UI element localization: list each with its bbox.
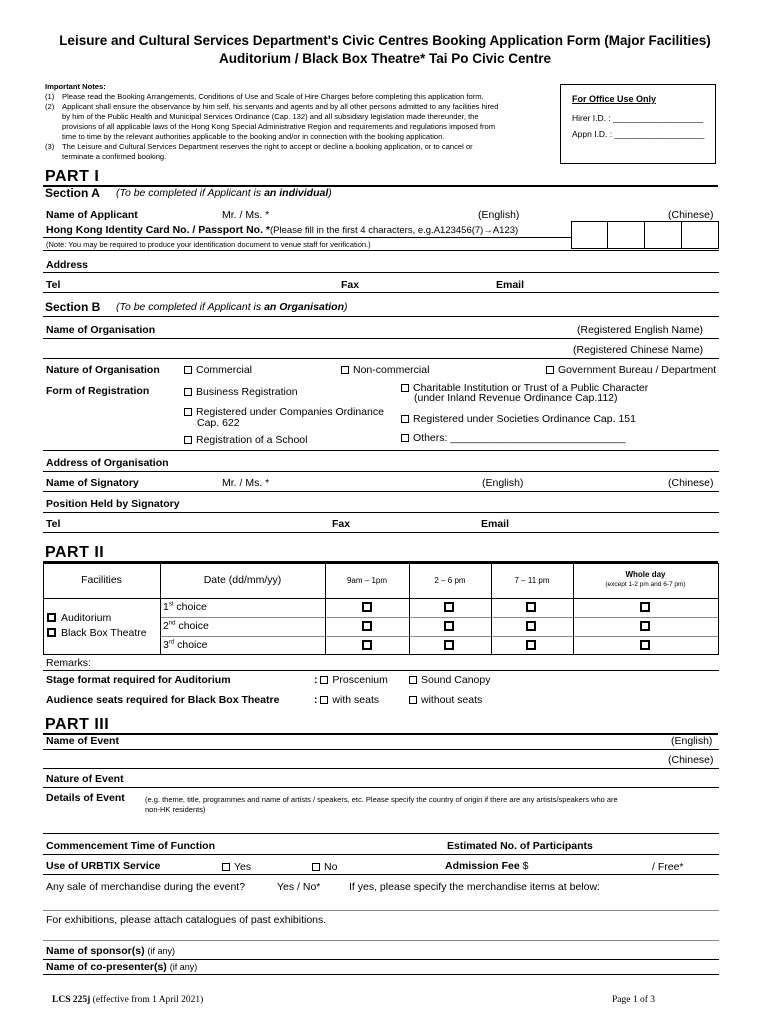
rule: [43, 338, 719, 339]
checkbox-icon: [546, 366, 554, 374]
others-checkbox[interactable]: Others: ______________________________: [401, 432, 626, 444]
societies-ordinance-checkbox[interactable]: Registered under Societies Ordinance Cap. 151: [401, 413, 636, 425]
rule: [43, 854, 719, 855]
sound-canopy-checkbox[interactable]: Sound Canopy: [409, 674, 490, 686]
checkbox-icon: [47, 628, 56, 637]
event-english-label: (English): [671, 735, 713, 747]
checkbox-icon: [401, 415, 409, 423]
applicant-chinese-label: (Chinese): [668, 209, 714, 221]
org-tel-label: Tel: [46, 518, 61, 530]
session-checkbox-r3-afternoon[interactable]: [444, 640, 454, 650]
rule: [43, 974, 719, 975]
note-3-line: The Leisure and Cultural Services Department reserves the right to accept or decline a booking application, or to cancel or: [62, 142, 473, 151]
nature-of-event-label: Nature of Event: [46, 773, 124, 785]
session-checkbox-r3-whole-day[interactable]: [640, 640, 650, 650]
note-3-line: terminate a confirmed booking.: [62, 152, 167, 161]
col-session-morning: 9am – 1pm: [346, 576, 388, 585]
session-checkbox-r1-evening[interactable]: [526, 602, 536, 612]
choice-1-label: 1st choice: [163, 601, 207, 613]
commercial-checkbox[interactable]: Commercial: [184, 364, 252, 376]
checkbox-icon: [401, 384, 409, 392]
hkid-input-boxes[interactable]: [571, 221, 719, 249]
name-of-organisation-label: Name of Organisation: [46, 324, 156, 336]
rule: [43, 272, 719, 273]
government-bureau-checkbox[interactable]: Government Bureau / Department: [546, 364, 716, 376]
org-email-label: Email: [481, 518, 510, 530]
session-checkbox-r3-morning[interactable]: [362, 640, 372, 650]
note-2-line: by him of the Public Health and Municipal Services Ordinance (Cap. 132) and all subsidiary legislation made thereunder, the: [62, 112, 479, 121]
merchandise-instruction: If yes, please specify the merchandise items at below:: [349, 881, 600, 893]
col-session-evening: 7 – 11 pm: [514, 576, 550, 585]
checkbox-icon: [341, 366, 349, 374]
details-note: non-HK residents): [145, 805, 206, 814]
session-checkbox-r2-morning[interactable]: [362, 621, 372, 631]
sponsor-label: Name of sponsor(s) (if any): [46, 945, 176, 957]
note-2-line: time to time by the relevant authorities applicable to the booking and/or in connection with the booking application.: [62, 132, 445, 141]
session-checkbox-r1-whole-day[interactable]: [640, 602, 650, 612]
session-checkbox-r2-evening[interactable]: [526, 621, 536, 631]
hkid-box-divider: [644, 221, 645, 249]
col-whole-day-note: (except 1-2 pm and 6-7 pm): [605, 581, 686, 588]
session-checkbox-r3-evening[interactable]: [526, 640, 536, 650]
form-title-line1: Leisure and Cultural Services Department's Civic Centres Booking Application Form (Major Facilities): [59, 33, 711, 48]
without-seats-checkbox[interactable]: without seats: [409, 694, 482, 706]
checkbox-icon: [184, 408, 192, 416]
note-3-num: (3): [45, 142, 55, 151]
session-checkbox-r2-whole-day[interactable]: [640, 621, 650, 631]
form-title-line2: Auditorium / Black Box Theatre* Tai Po Civic Centre: [218, 51, 552, 66]
checkbox-icon: [47, 613, 56, 622]
hkid-label: Hong Kong Identity Card No. / Passport No. *(Please fill in the first 4 characters, e.g.A123456(7)→A123): [46, 224, 519, 236]
part2-heading: PART II: [45, 544, 105, 561]
exhibitions-note: For exhibitions, please attach catalogues of past exhibitions.: [46, 914, 327, 926]
choice-2-label: 2nd choice: [163, 620, 209, 632]
rule: [43, 316, 719, 317]
fax-label: Fax: [341, 279, 360, 291]
admission-fee-label: Admission Fee $: [445, 860, 529, 872]
black-box-theatre-checkbox[interactable]: Black Box Theatre: [47, 627, 147, 639]
rule: [43, 250, 719, 251]
rule: [43, 833, 719, 834]
note-2-num: (2): [45, 102, 55, 111]
session-checkbox-r2-afternoon[interactable]: [444, 621, 454, 631]
rule: [43, 292, 719, 293]
form-code: LCS 225j (effective from 1 April 2021): [52, 995, 204, 1005]
email-label: Email: [496, 279, 525, 291]
signatory-english-label: (English): [482, 477, 524, 489]
hkid-box-divider: [681, 221, 682, 249]
urbtix-no-checkbox[interactable]: No: [312, 861, 337, 873]
col-session-afternoon: 2 – 6 pm: [434, 576, 466, 585]
choice-3-label: 3rd choice: [163, 639, 208, 651]
rule: [43, 491, 719, 492]
checkbox-icon: [401, 434, 409, 442]
rule: [43, 874, 719, 875]
checkbox-icon: [320, 676, 328, 684]
copresenter-label: Name of co-presenter(s) (if any): [46, 961, 198, 973]
nature-of-organisation-label: Nature of Organisation: [46, 364, 160, 376]
section-a-note: (To be completed if Applicant is an individual): [116, 187, 332, 199]
applicant-english-label: (English): [478, 209, 520, 221]
applicant-title-label: Mr. / Ms. *: [222, 209, 270, 221]
remarks-label: Remarks:: [46, 657, 91, 669]
hkid-underline: [43, 237, 571, 238]
name-of-applicant-label: Name of Applicant: [46, 209, 138, 221]
checkbox-icon: [320, 696, 328, 704]
signatory-chinese-label: (Chinese): [668, 477, 714, 489]
session-checkbox-r1-afternoon[interactable]: [444, 602, 454, 612]
note-1-line: Please read the Booking Arrangements, Conditions of Use and Scale of Hire Charges before completing this application form.: [62, 92, 484, 101]
rule: [43, 358, 719, 359]
registered-chinese-name: (Registered Chinese Name): [573, 344, 704, 356]
rule: [43, 768, 719, 769]
page-number: Page 1 of 3: [612, 995, 656, 1005]
event-chinese-label: (Chinese): [668, 754, 714, 766]
office-use-heading: For Office Use Only: [572, 94, 657, 104]
address-of-organisation-label: Address of Organisation: [46, 457, 169, 469]
note-2-line: provisions of all applicable laws of the Hong Kong Special Administrative Region and requirements and regulations imposed from: [62, 122, 496, 131]
with-seats-checkbox[interactable]: : with seats: [314, 694, 380, 706]
part3-rule: [43, 733, 718, 735]
hkid-note: (Note: You may be required to produce your identification document to venue staff for verification.): [46, 240, 371, 249]
col-whole-day: Whole day: [625, 570, 666, 579]
section-b-note: (To be completed if Applicant is an Organisation): [116, 301, 348, 313]
urbtix-label: Use of URBTIX Service: [46, 860, 161, 872]
merchandise-yes-no[interactable]: Yes / No*: [277, 881, 321, 893]
companies-ordinance-checkbox[interactable]: Registered under Companies Ordinance: [184, 406, 384, 418]
charitable-note: (under Inland Revenue Ordinance Cap.112): [414, 392, 618, 404]
details-note: (e.g. theme, title, programmes and name of artists / speakers, etc. Please specify the country of origin if there are any artists/speakers who are: [145, 795, 618, 804]
registered-english-name: (Registered English Name): [577, 324, 704, 336]
checkbox-icon: [409, 676, 417, 684]
school-registration-checkbox[interactable]: Registration of a School: [184, 434, 307, 446]
hkid-box-divider: [607, 221, 608, 249]
estimated-participants-label: Estimated No. of Participants: [447, 840, 593, 852]
org-fax-label: Fax: [332, 518, 351, 530]
name-of-signatory-label: Name of Signatory: [46, 477, 139, 489]
checkbox-icon: [409, 696, 417, 704]
rule: [43, 959, 719, 960]
part3-heading: PART III: [45, 716, 110, 733]
rule: [43, 471, 719, 472]
section-a-label: Section A: [45, 186, 100, 200]
admission-free-label: / Free*: [652, 861, 684, 873]
note-2-line: Applicant shall ensure the observance by him self, his servants and agents and by all other persons admitted to any facilities hired: [62, 102, 499, 111]
col-facilities: Facilities: [81, 574, 122, 586]
rule: [43, 532, 719, 533]
audience-seats-label: Audience seats required for Black Box Theatre: [46, 694, 280, 706]
rule: [43, 512, 719, 513]
tel-label: Tel: [46, 279, 61, 291]
charitable-checkbox[interactable]: Charitable Institution or Trust of a Public Character: [401, 382, 648, 394]
address-label: Address: [46, 259, 89, 271]
checkbox-icon: [312, 863, 320, 871]
rule: [43, 787, 719, 788]
rule: [43, 749, 719, 750]
non-commercial-checkbox[interactable]: Non-commercial: [341, 364, 429, 376]
companies-ordinance-cap: Cap. 622: [197, 417, 240, 429]
name-of-event-label: Name of Event: [46, 735, 119, 747]
checkbox-icon: [184, 366, 192, 374]
hirer-id-field[interactable]: Hirer I.D. : ___________________: [572, 113, 703, 123]
stage-format-label: Stage format required for Auditorium: [46, 674, 231, 686]
urbtix-yes-checkbox[interactable]: Yes: [222, 861, 251, 873]
col-date: Date (dd/mm/yy): [203, 574, 282, 586]
details-of-event-label: Details of Event: [46, 792, 125, 804]
signatory-title-label: Mr. / Ms. *: [222, 477, 270, 489]
notes-heading: Important Notes:: [45, 82, 106, 91]
form-of-registration-label: Form of Registration: [46, 385, 150, 397]
checkbox-icon: [184, 388, 192, 396]
business-registration-checkbox[interactable]: Business Registration: [184, 386, 298, 398]
rule: [43, 450, 719, 451]
section-b-label: Section B: [45, 300, 101, 314]
session-checkbox-r1-morning[interactable]: [362, 602, 372, 612]
position-held-label: Position Held by Signatory: [46, 498, 180, 510]
merchandise-question: Any sale of merchandise during the event?: [46, 881, 246, 893]
proscenium-checkbox[interactable]: : Proscenium: [314, 674, 388, 686]
auditorium-checkbox[interactable]: Auditorium: [47, 612, 111, 624]
rule: [43, 670, 719, 671]
checkbox-icon: [222, 863, 230, 871]
commencement-time-label: Commencement Time of Function: [46, 840, 215, 852]
rule: [43, 940, 719, 941]
note-1-num: (1): [45, 92, 55, 101]
checkbox-icon: [184, 436, 192, 444]
appn-id-field[interactable]: Appn I.D. : ___________________: [572, 129, 705, 139]
part1-heading: PART I: [45, 168, 100, 185]
rule: [43, 910, 719, 911]
